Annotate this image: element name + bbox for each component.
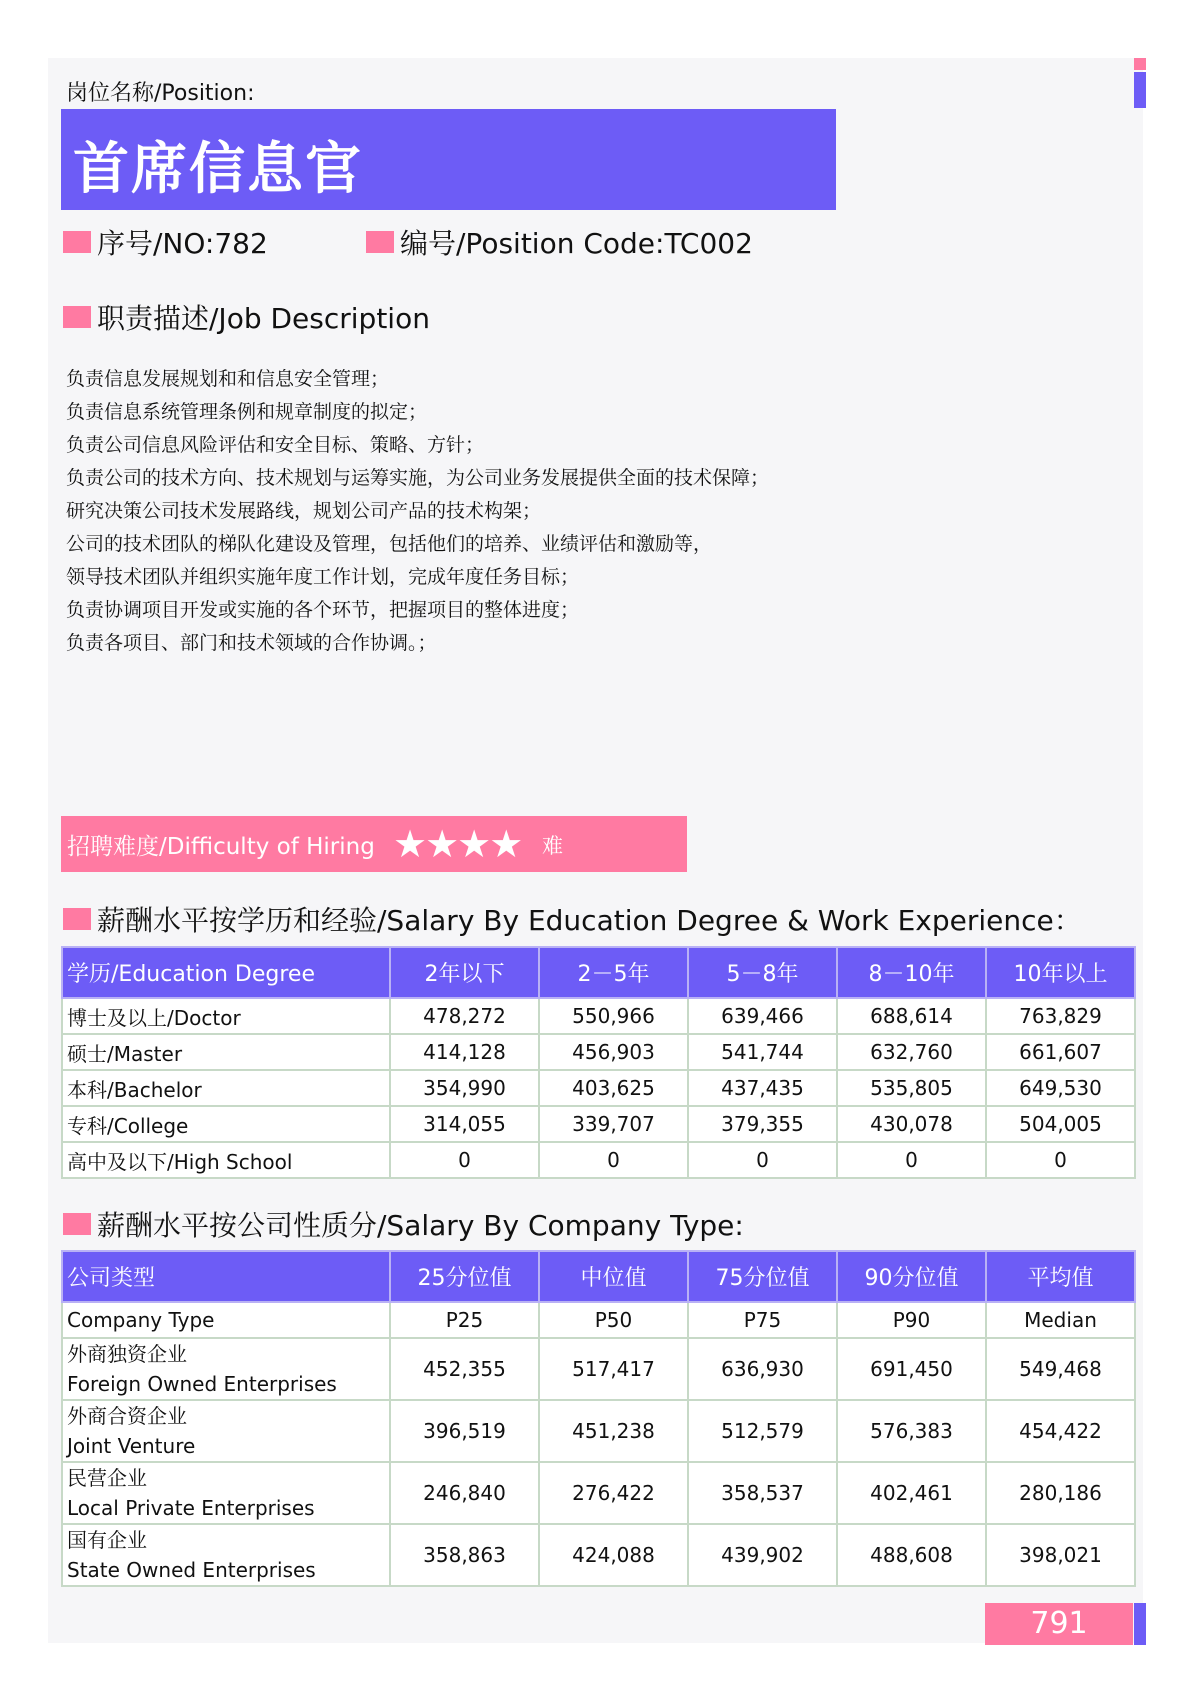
table-row	[62, 1462, 1135, 1524]
table-row	[62, 1400, 1135, 1462]
difficulty-label: 招聘难度/Difficulty of Hiring	[67, 834, 375, 860]
table-row	[62, 1070, 1135, 1106]
table-cell: 379,355	[688, 1106, 837, 1142]
table-cell: 488,608	[837, 1524, 986, 1586]
table-cell: 396,519	[390, 1400, 539, 1462]
table-subheader-row	[62, 1302, 1135, 1338]
table-cell: 639,466	[688, 998, 837, 1034]
row-label: 本科/Bachelor	[62, 1070, 390, 1106]
difficulty-stars-icon: ★★★★	[393, 822, 522, 866]
job-description-line: 研究决策公司技术发展路线，规划公司产品的技术构架；	[66, 500, 542, 522]
table-cell: P90	[837, 1302, 986, 1338]
row-label: Company Type	[62, 1302, 390, 1338]
bullet-square	[63, 306, 91, 328]
table-cell: 535,805	[837, 1070, 986, 1106]
row-label: 高中及以下/High School	[62, 1142, 390, 1178]
company-salary-heading-text: 薪酬水平按公司性质分/Salary By Company Type:	[97, 1209, 744, 1242]
table-cell: 456,903	[539, 1034, 688, 1070]
column-header: 90分位值	[837, 1251, 986, 1302]
table-cell: 763,829	[986, 998, 1135, 1034]
table-header-row	[62, 947, 1135, 998]
row-label	[62, 1524, 390, 1586]
position-code	[366, 222, 753, 262]
job-description-heading-text: 职责描述/Job Description	[97, 302, 430, 335]
table-cell: 517,417	[539, 1338, 688, 1400]
table-row	[62, 1142, 1135, 1178]
column-header: 75分位值	[688, 1251, 837, 1302]
table-cell: 246,840	[390, 1462, 539, 1524]
table-cell: Median	[986, 1302, 1135, 1338]
row-label	[62, 1338, 390, 1400]
table-cell: 0	[986, 1142, 1135, 1178]
table-row	[62, 998, 1135, 1034]
row-label: 硕士/Master	[62, 1034, 390, 1070]
table-cell: P75	[688, 1302, 837, 1338]
job-description-line: 负责公司信息风险评估和安全目标、策略、方针；	[66, 434, 485, 456]
job-description-line: 负责各项目、部门和技术领域的合作协调。；	[66, 632, 437, 654]
table-cell: P50	[539, 1302, 688, 1338]
row-label: 专科/College	[62, 1106, 390, 1142]
job-description-list	[66, 363, 769, 660]
education-salary-table	[61, 946, 1136, 1179]
education-salary-heading	[63, 899, 1082, 939]
table-header-row	[62, 1251, 1135, 1302]
bullet-square	[63, 1213, 91, 1235]
row-label-en: State Owned Enterprises	[67, 1558, 316, 1582]
row-label-cn: 外商独资企业	[67, 1342, 187, 1366]
table-cell: 403,625	[539, 1070, 688, 1106]
page-number: 791	[985, 1603, 1133, 1645]
column-header: 公司类型	[62, 1251, 390, 1302]
bullet-square	[366, 231, 394, 253]
job-description-line: 领导技术团队并组织实施年度工作计划，完成年度任务目标；	[66, 566, 580, 588]
table-cell: 478,272	[390, 998, 539, 1034]
table-cell: 576,383	[837, 1400, 986, 1462]
table-row	[62, 1034, 1135, 1070]
position-title: 首席信息官	[73, 137, 363, 202]
table-cell: 414,128	[390, 1034, 539, 1070]
row-label-cn: 国有企业	[67, 1528, 147, 1552]
education-salary-heading-text: 薪酬水平按学历和经验/Salary By Education Degree & Work Experience：	[97, 904, 1082, 937]
row-label	[62, 1462, 390, 1524]
corner-accent-pink	[1134, 58, 1146, 70]
table-cell: 636,930	[688, 1338, 837, 1400]
column-header: 中位值	[539, 1251, 688, 1302]
table-cell: 424,088	[539, 1524, 688, 1586]
bullet-square	[63, 231, 91, 253]
table-cell: 649,530	[986, 1070, 1135, 1106]
table-cell: 550,966	[539, 998, 688, 1034]
row-label	[62, 1400, 390, 1462]
row-label-cn: 民营企业	[67, 1466, 147, 1490]
table-cell: 541,744	[688, 1034, 837, 1070]
job-description-line: 负责信息系统管理条例和规章制度的拟定；	[66, 401, 428, 423]
page-number-accent	[1134, 1603, 1146, 1645]
table-cell: 358,537	[688, 1462, 837, 1524]
table-cell: 691,450	[837, 1338, 986, 1400]
table-cell: 512,579	[688, 1400, 837, 1462]
table-cell: 276,422	[539, 1462, 688, 1524]
table-row	[62, 1338, 1135, 1400]
difficulty-level: 难	[542, 834, 563, 858]
job-description-line: 负责公司的技术方向、技术规划与运筹实施，为公司业务发展提供全面的技术保障；	[66, 467, 770, 489]
column-header: 学历/Education Degree	[62, 947, 390, 998]
table-cell: 0	[688, 1142, 837, 1178]
table-row	[62, 1524, 1135, 1586]
table-cell: 439,902	[688, 1524, 837, 1586]
row-label: 博士及以上/Doctor	[62, 998, 390, 1034]
table-cell: 688,614	[837, 998, 986, 1034]
job-description-heading	[63, 297, 430, 337]
table-cell: 661,607	[986, 1034, 1135, 1070]
table-cell: 504,005	[986, 1106, 1135, 1142]
table-cell: 0	[837, 1142, 986, 1178]
column-header: 10年以上	[986, 947, 1135, 998]
row-label-en: Foreign Owned Enterprises	[67, 1372, 337, 1396]
table-cell: 549,468	[986, 1338, 1135, 1400]
column-header: 2－5年	[539, 947, 688, 998]
row-label-cn: 外商合资企业	[67, 1404, 187, 1428]
company-salary-table	[61, 1250, 1136, 1587]
position-code-text: 编号/Position Code:TC002	[400, 227, 753, 260]
column-header: 25分位值	[390, 1251, 539, 1302]
table-cell: 354,990	[390, 1070, 539, 1106]
table-row	[62, 1106, 1135, 1142]
table-cell: 280,186	[986, 1462, 1135, 1524]
table-cell: 454,422	[986, 1400, 1135, 1462]
position-no	[63, 222, 268, 262]
table-cell: 358,863	[390, 1524, 539, 1586]
table-cell: 430,078	[837, 1106, 986, 1142]
bullet-square	[63, 908, 91, 930]
row-label-en: Local Private Enterprises	[67, 1496, 315, 1520]
table-cell: 398,021	[986, 1524, 1135, 1586]
job-description-line: 公司的技术团队的梯队化建设及管理，包括他们的培养、业绩评估和激励等，	[66, 533, 713, 555]
table-cell: P25	[390, 1302, 539, 1338]
difficulty-bar	[61, 816, 687, 872]
table-cell: 0	[539, 1142, 688, 1178]
table-cell: 0	[390, 1142, 539, 1178]
job-description-line: 负责协调项目开发或实施的各个环节，把握项目的整体进度；	[66, 599, 580, 621]
table-cell: 402,461	[837, 1462, 986, 1524]
table-cell: 452,355	[390, 1338, 539, 1400]
table-cell: 339,707	[539, 1106, 688, 1142]
position-label: 岗位名称/Position:	[66, 81, 255, 106]
position-no-text: 序号/NO:782	[97, 227, 268, 260]
table-cell: 451,238	[539, 1400, 688, 1462]
table-cell: 314,055	[390, 1106, 539, 1142]
table-cell: 632,760	[837, 1034, 986, 1070]
column-header: 5－8年	[688, 947, 837, 998]
column-header: 8－10年	[837, 947, 986, 998]
column-header: 平均值	[986, 1251, 1135, 1302]
column-header: 2年以下	[390, 947, 539, 998]
table-cell: 437,435	[688, 1070, 837, 1106]
company-salary-heading	[63, 1204, 744, 1244]
corner-accent-purple	[1134, 72, 1146, 108]
title-banner	[61, 109, 836, 210]
row-label-en: Joint Venture	[67, 1434, 196, 1458]
job-description-line: 负责信息发展规划和和信息安全管理；	[66, 368, 390, 390]
